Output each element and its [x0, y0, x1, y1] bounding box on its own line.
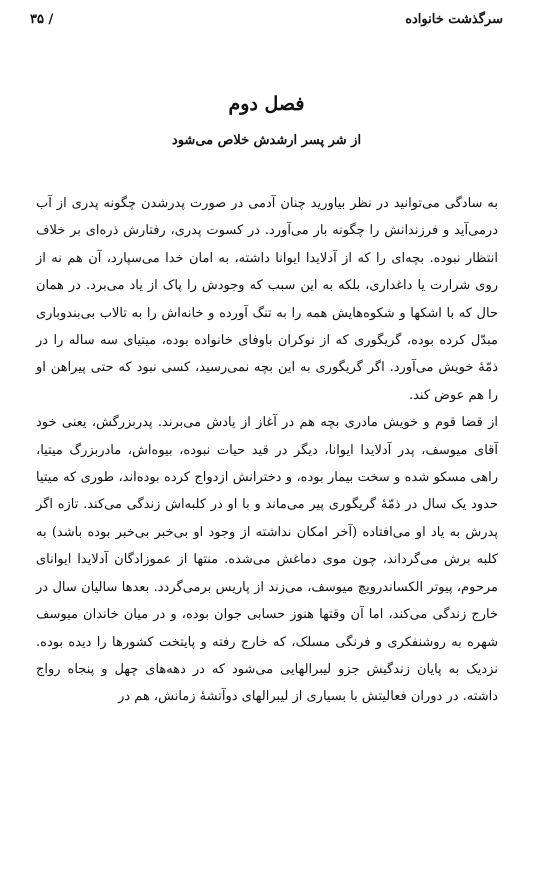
chapter-subtitle: از شر پسر ارشدش خلاص می‌شود — [171, 133, 362, 148]
body-text — [36, 190, 498, 711]
running-header-title: سرگذشت خانواده — [405, 11, 503, 27]
page-number: / ۳۵ — [30, 11, 54, 27]
paragraph: از قضا قوم و خویش مادری بچه هم در آغاز از یادش می‌برند. پدربزرگش، یعنی خود آقای میوسف، پدر آدلایدا ایوانا، دیگر در قید حیات نبوده، بیوه‌اش، مادربزرگ میتیا، راهی مسکو شده و سخت بیمار بوده، و دخترانش ازدواج کرده بوده‌اند، طوری که میتیا حدود یک سال در ذمّهٔ گریگوری پیر می‌ماند و با او در کلبه‌اش زندگی می‌کند. تازه اگر پدرش به یاد او می‌افتاده (آخر امکان نداشته از وجود او بی‌خبر بی‌خبر بوده باشد) به کلبه برش می‌گرداند، چون موی دماغش می‌شده. منتها از عموزادگان آدلایدا ایوانای مرحوم، پیوتر الکساندرویچ میوسف، می‌زند از پاریس برمی‌گردد. بعدها سالیان سال در خارج زندگی می‌کند، اما آن وقتها هنوز حسابی جوان بوده، و در میان خاندان میوسف شهره به روشنفکری و فرنگی مسلک، که خارج رفته و پایتخت کشورها را دیده بوده. نزدیک به پایان زندگیش جزو لیبرالهایی می‌شود که در دهه‌های چهل و پنجاه رواج داشته. در دوران فعالیتش با بسیاری از لیبرالهای دوآتشهٔ زمانش، هم در — [36, 415, 498, 705]
running-header — [30, 8, 503, 30]
paragraph: به سادگی می‌توانید در نظر بیاورید چنان آدمی در صورت پدرشدن چگونه پدری از آب درمی‌آید و فرزندانش را چگونه بار می‌آورد. در کسوت پدری، رفتارش ذره‌ای بر خلاف انتظار نبوده. بچه‌ای را که از آدلایدا ایوانا داشته، به امان خدا می‌سپارد، آن هم نه از روی شرارت یا داغداری، بلکه به این سبب که وجودش را پاک از یاد می‌برد. در همان حال که با اشکها و شکوه‌هایش همه را به تنگ آورده و خانه‌اش را به تالاب بی‌بندوباری مبدّل کرده بوده، گریگوری که از نوکران باوفای خانواده بوده، میتیای سه ساله را در ذمّهٔ خویش می‌آورد. اگر گریگوری به این بچه نمی‌رسید، کسی نبود که حتی پیراهن او را هم عوض کند. — [36, 196, 498, 403]
chapter-title: فصل دوم — [228, 93, 305, 115]
